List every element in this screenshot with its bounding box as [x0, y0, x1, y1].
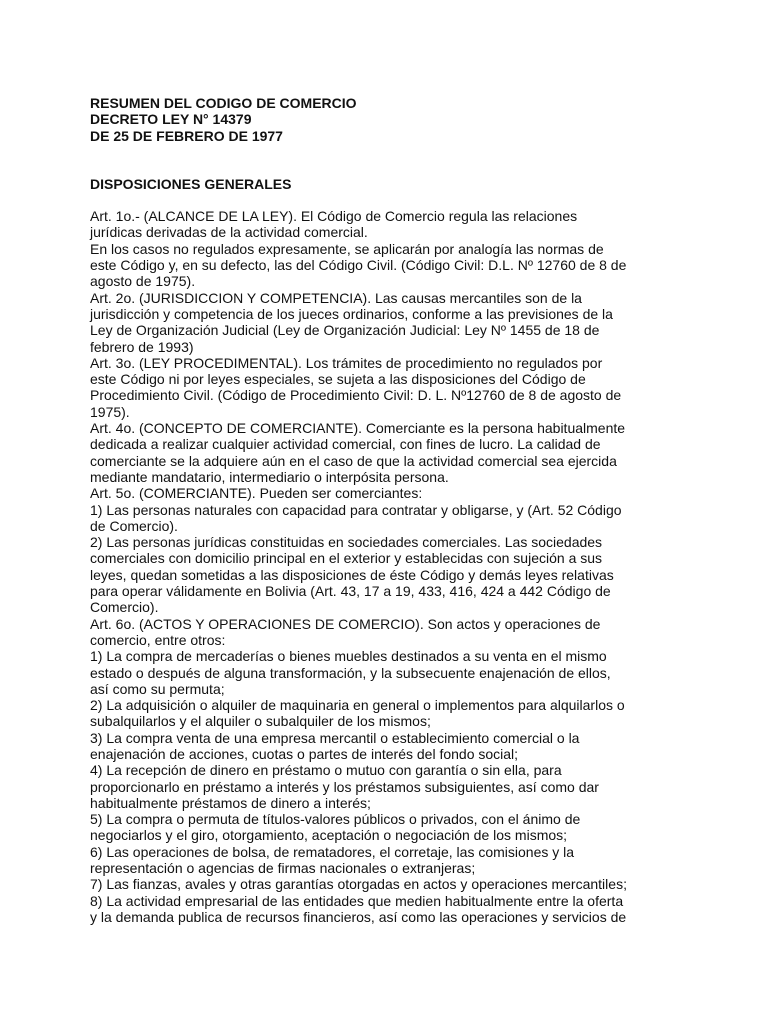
list-item: 3) La compra venta de una empresa mercantil o establecimiento comercial o la enajenación de acciones, cuotas o partes de interés del fondo social;	[90, 729, 580, 762]
paragraph: En los casos no regulados expresamente, se aplicarán por analogía las normas de este Código y, en su defecto, las del Código Civil. (Código Civil: D.L. Nº 12760 de 8 de agosto de 1975).	[90, 240, 627, 290]
paragraph-art-4: Art. 4o. (CONCEPTO DE COMERCIANTE). Comerciante es la persona habitualmente dedicada a realizar cualquier actividad comercial, con fines de lucro. La calidad de comerciante se la adquiere aún en el caso de que la actividad comercial sea ejercida mediante mandatario, intermediario o interpósita persona.	[90, 420, 626, 485]
document-page	[90, 95, 630, 925]
paragraph-art-6: Art. 6o. (ACTOS Y OPERACIONES DE COMERCIO). Son actos y operaciones de comercio, entre otros:	[90, 615, 601, 648]
list-item: 5) La compra o permuta de títulos-valores públicos o privados, con el ánimo de negociarlos y el giro, otorgamiento, aceptación o negociación de los mismos;	[90, 811, 581, 844]
list-item: 2) Las personas jurídicas constituidas en sociedades comerciales. Las sociedades comerciales con domicilio principal en el exterior y establecidas con sujeción a sus leyes, quedan sometidas a las disposiciones de éste Código y demás leyes relativas para operar válidamente en Bolivia (Art. 43, 17 a 19, 433, 416, 424 a 442 Código de Comercio).	[90, 534, 614, 616]
paragraph-art-5: Art. 5o. (COMERCIANTE). Pueden ser comerciantes:	[90, 485, 423, 502]
document-title	[90, 95, 630, 144]
list-item: 1) Las personas naturales con capacidad para contratar y obligarse, y (Art. 52 Código de Comercio).	[90, 501, 622, 534]
document-body	[90, 208, 630, 925]
list-item: 1) La compra de mercaderías o bienes muebles destinados a su venta en el mismo estado o después de alguna transformación, y la subsecuente enajenación de ellos, así como su permuta;	[90, 648, 611, 697]
paragraph-art-1: Art. 1o.- (ALCANCE DE LA LEY). El Código de Comercio regula las relaciones jurídicas derivadas de la actividad comercial.	[90, 208, 578, 241]
list-item: 2) La adquisición o alquiler de maquinaria en general o implementos para alquilarlos o subalquilarlos y el alquiler o subalquiler de los mismos;	[90, 697, 625, 730]
title-line: RESUMEN DEL CODIGO DE COMERCIO	[90, 95, 357, 111]
list-item: 6) Las operaciones de bolsa, de rematadores, el corretaje, las comisiones y la representación o agencias de firmas nacionales o extranjeras;	[90, 843, 575, 877]
title-line: DECRETO LEY N° 14379	[90, 111, 252, 128]
title-line: DE 25 DE FEBRERO DE 1977	[90, 127, 283, 144]
paragraph-art-3: Art. 3o. (LEY PROCEDIMENTAL). Los trámites de procedimiento no regulados por este Código ni por leyes especiales, se sujeta a las disposiciones del Código de Procedimiento Civil. (Código de Procedimiento Civil: D. L. Nº12760 de 8 de agosto de 1975).	[90, 354, 622, 420]
list-item: 7) Las fianzas, avales y otras garantías otorgadas en actos y operaciones mercantiles;	[90, 876, 627, 893]
paragraph-art-2: Art. 2o. (JURISDICCION Y COMPETENCIA). Las causas mercantiles son de la jurisdicción y competencia de los jueces ordinarios, conforme a las previsiones de la Ley de Organización Judicial (Ley de Organización Judicial: Ley Nº 1455 de 18 de febrero de 1993)	[90, 289, 613, 355]
list-item: 4) La recepción de dinero en préstamo o mutuo con garantía o sin ella, para proporcionarlo en préstamo a interés y los préstamos subsiguientes, así como dar habitualmente préstamos de dinero a interés;	[90, 762, 599, 811]
section-heading: DISPOSICIONES GENERALES	[90, 175, 292, 192]
list-item: 8) La actividad empresarial de las entidades que medien habitualmente entre la oferta y la demanda publica de recursos financieros, así como las operaciones y servicios de	[90, 892, 627, 925]
